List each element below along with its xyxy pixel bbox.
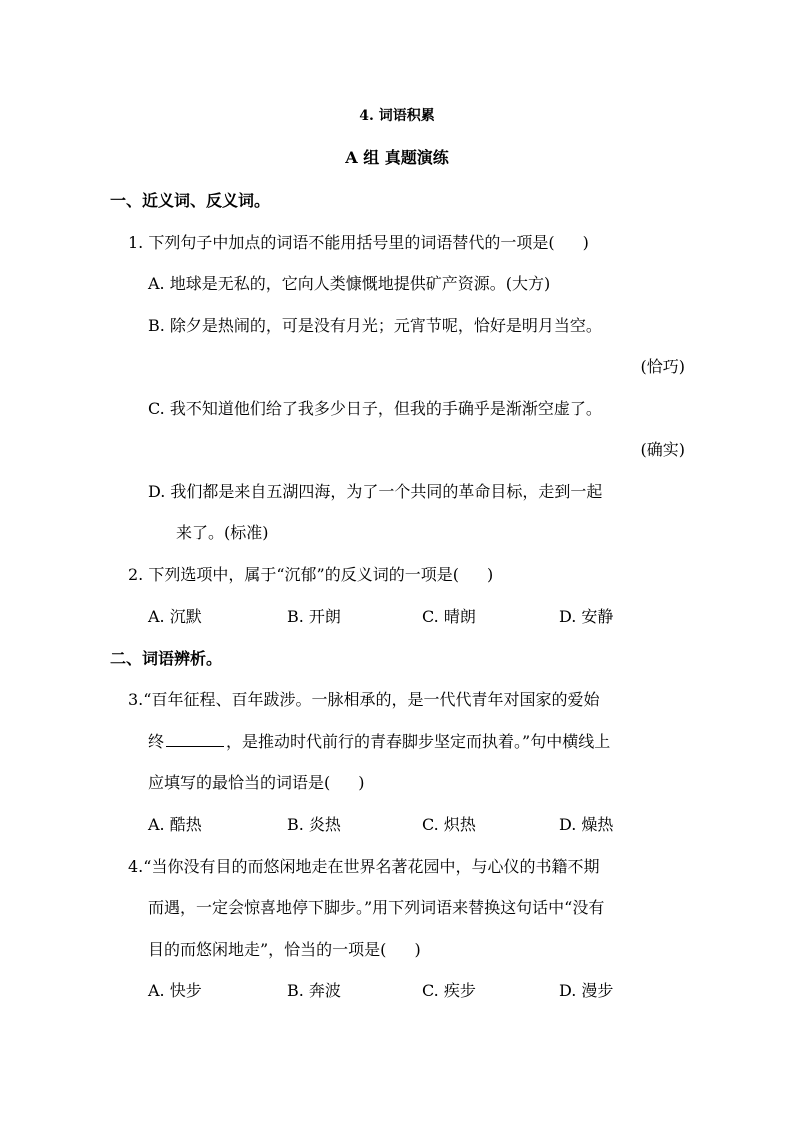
question-4-line-3: 目的而悠闲地走”，恰当的一项是( ) — [148, 940, 421, 959]
question-2-stem: 2. 下列选项中，属于“沉郁”的反义词的一项是( ) — [128, 565, 494, 584]
question-4-line-2: 而遇，一定会惊喜地停下脚步。”用下列词语来替换这句话中“没有 — [148, 898, 605, 917]
question-3-line-3: 应填写的最恰当的词语是( ) — [148, 773, 365, 792]
q1-option-c: C. 我不知道他们给了我多少日子，但我的手确乎是渐渐空虚了。 — [148, 399, 602, 418]
q1-option-b: B. 除夕是热闹的，可是没有月光；元宵节呢，恰好是明月当空。 — [148, 316, 602, 335]
q3-option-d: D. 燥热 — [559, 815, 614, 834]
group-title: A 组 真题演练 — [345, 148, 449, 167]
q2-option-b: B. 开朗 — [287, 607, 341, 626]
question-3-line-1: 3.“百年征程、百年跋涉。一脉相承的，是一代代青年对国家的爱始 — [128, 690, 600, 709]
q3-option-b: B. 炎热 — [287, 815, 341, 834]
q1-option-b-word: (恰巧) — [640, 357, 685, 376]
q1-option-d: D. 我们都是来自五湖四海，为了一个共同的革命目标，走到一起 — [148, 482, 603, 501]
section-heading-synonyms: 一、近义词、反义词。 — [110, 191, 271, 210]
lesson-title: 4. 词语积累 — [359, 108, 435, 124]
q2-option-c: C. 晴朗 — [422, 607, 476, 626]
section-heading-word-analysis: 二、词语辨析。 — [110, 649, 223, 668]
q1-option-c-word: (确实) — [640, 440, 685, 459]
q3-option-a: A. 酷热 — [148, 815, 202, 834]
question-3-line-2: 终 ，是推动时代前行的青春脚步坚定而执着。”句中横线上 — [148, 732, 611, 751]
q1-option-d-continued: 来了。(标准) — [176, 523, 269, 542]
q2-option-a: A. 沉默 — [148, 607, 202, 626]
q4-option-c: C. 疾步 — [422, 981, 476, 1000]
q2-option-d: D. 安静 — [559, 607, 614, 626]
q4-option-d: D. 漫步 — [559, 981, 614, 1000]
q3-option-c: C. 炽热 — [422, 815, 476, 834]
question-4-line-1: 4.“当你没有目的而悠闲地走在世界名著花园中，与心仪的书籍不期 — [128, 857, 600, 876]
question-1-stem: 1. 下列句子中加点的词语不能用括号里的词语替代的一项是( ) — [128, 233, 589, 252]
q4-option-b: B. 奔波 — [287, 981, 341, 1000]
q4-option-a: A. 快步 — [148, 981, 202, 1000]
q1-option-a: A. 地球是无私的，它向人类慷慨地提供矿产资源。(大方) — [148, 274, 551, 293]
fill-in-blank[interactable] — [166, 732, 224, 747]
